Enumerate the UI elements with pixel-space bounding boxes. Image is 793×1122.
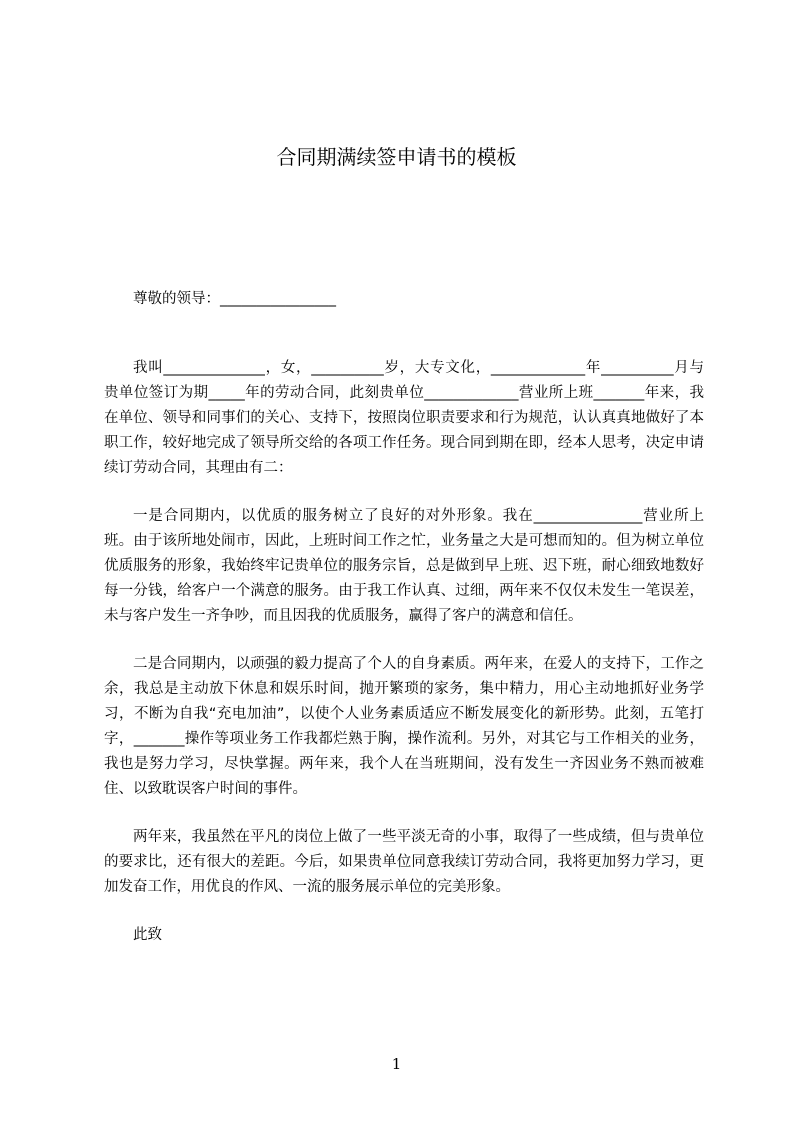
paragraph-intro: 我叫______________，女，__________岁，大专文化，_____________年__________月与贵单位签订为期_____年的劳动合同，此刻贵单位_____________营业所上班_______年来，我在单位、领导和同事们的关心、支持下，按照岗位职责要求和行为规范，认认真真地做好了本职工作，较好地完成了领导所交给的各项工作任务。现合同到期在即，经本人思考，决定申请续订劳动合同，其理由有二： xyxy=(104,360,704,476)
paragraph-reason-one: 一是合同期内，以优质的服务树立了良好的对外形象。我在_______________营业所上班。由于该所地处闹市，因此，上班时间工作之忙，业务量之大是可想而知的。但为树立单位优质服务的形象，我始终牢记贵单位的服务宗旨，总是做到早上班、迟下班，耐心细致地数好每一分钱，给客户一个满意的服务。由于我工作认真、过细，两年来不仅仅未发生一笔误差，未与客户发生一齐争吵，而且因我的优质服务，赢得了客户的满意和信任。 xyxy=(104,508,704,624)
document-title: 合同期满续签申请书的模板 xyxy=(276,145,517,169)
paragraph-conclusion: 两年来，我虽然在平凡的岗位上做了一些平淡无奇的小事，取得了一些成绩，但与贵单位的要求比，还有很大的差距。今后，如果贵单位同意我续订劳动合同，我将更加努力学习，更加发奋工作，用优良的作风、一流的服务展示单位的完美形象。 xyxy=(104,829,704,895)
paragraph-reason-two: 二是合同期内，以顽强的毅力提高了个人的自身素质。两年来，在爱人的支持下，工作之余，我总是主动放下休息和娱乐时间，抛开繁琐的家务，集中精力，用心主动地抓好业务学习，不断为自我“充电加油”，以使个人业务素质适应不断发展变化的新形势。此刻，五笔打字，_______操作等项业务工作我都烂熟于胸，操作流利。另外，对其它与工作相关的业务，我也是努力学习，尽快掌握。两年来，我个人在当班期间，没有发生一齐因业务不熟而被难住、以致耽误客户时间的事件。 xyxy=(104,656,704,797)
document-body xyxy=(104,287,704,948)
closing-line: 此致 xyxy=(133,927,162,943)
salutation: 尊敬的领导：________________ xyxy=(133,291,336,307)
page-number: 1 xyxy=(391,1055,402,1073)
